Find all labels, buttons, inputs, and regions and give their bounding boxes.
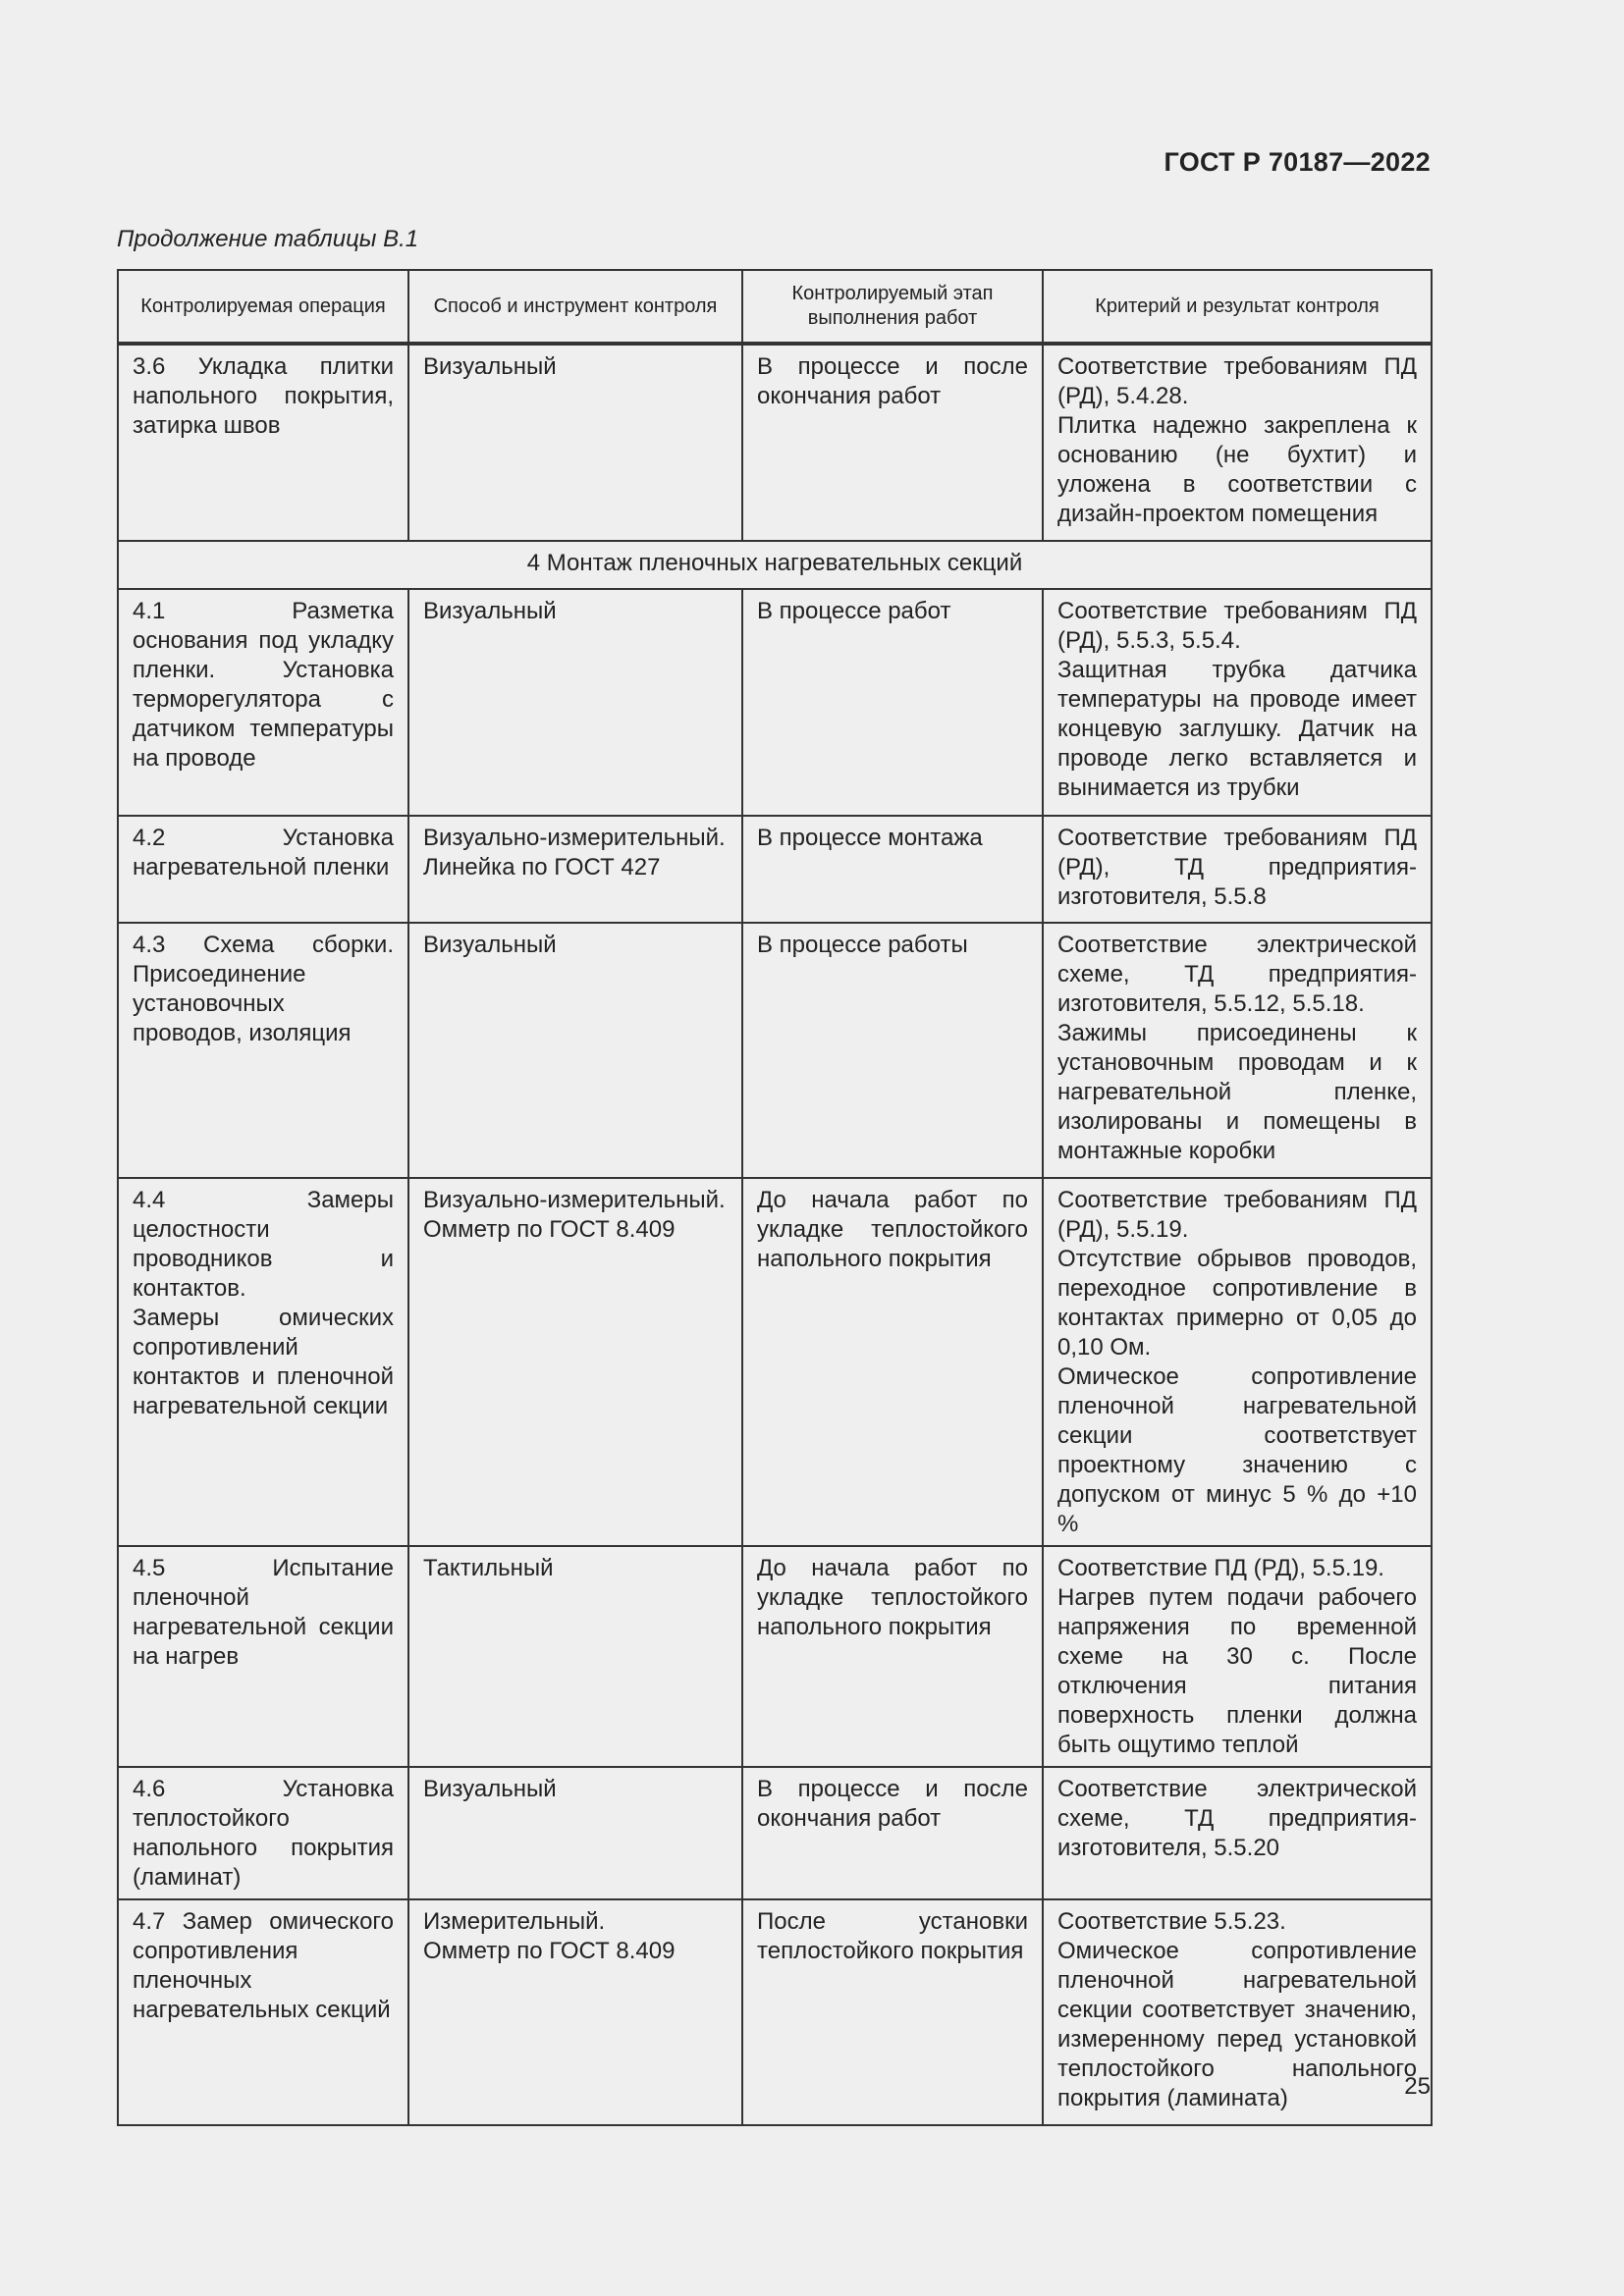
column-header-criteria: Критерий и результат контроля <box>1043 270 1432 344</box>
document-code: ГОСТ Р 70187—2022 <box>1164 147 1431 177</box>
table-row <box>118 1178 1432 1546</box>
table-row <box>118 816 1432 923</box>
stage-cell: В процессе монтажа <box>742 816 1043 923</box>
criteria-line: Зажимы присоединены к установочным проводам и к нагревательной пленке, изолированы и помещены в монтажные коробки <box>1057 1020 1417 1164</box>
table-header-row <box>118 270 1432 344</box>
stage-cell: В процессе работ <box>742 589 1043 816</box>
criteria-line: Соответствие ПД (РД), 5.5.19. <box>1057 1555 1384 1581</box>
method-line: Визуально-измерительный. <box>423 1187 726 1213</box>
criteria-cell <box>1043 1767 1432 1899</box>
method-line: Визуально-измерительный. <box>423 825 726 851</box>
criteria-cell <box>1043 1178 1432 1546</box>
method-cell: Визуальный <box>408 589 742 816</box>
criteria-line: Соответствие требованиям ПД (РД), 5.5.19. <box>1057 1187 1417 1243</box>
section-heading: 4 Монтаж пленочных нагревательных секций <box>118 541 1432 589</box>
operation-cell <box>118 1178 408 1546</box>
criteria-line: Плитка надежно закреплена к основанию (не бухтит) и уложена в соответствии с дизайн-проектом помещения <box>1057 412 1417 527</box>
criteria-cell <box>1043 589 1432 816</box>
method-cell <box>408 816 742 923</box>
table-row <box>118 589 1432 816</box>
table-row <box>118 1767 1432 1899</box>
operation-line: 4.4 Замеры целостности проводников и контактов. <box>133 1187 394 1302</box>
criteria-cell <box>1043 923 1432 1178</box>
stage-cell: До начала работ по укладке теплостойкого напольного покрытия <box>742 1546 1043 1767</box>
method-line: Измерительный. <box>423 1908 606 1935</box>
operation-cell: 4.6 Установка теплостойкого напольного покрытия (ламинат) <box>118 1767 408 1899</box>
section-row <box>118 541 1432 589</box>
method-line: Омметр по ГОСТ 8.409 <box>423 1938 676 1964</box>
criteria-line: Отсутствие обрывов проводов, переходное сопротивление в контактах примерно от 0,05 до 0,10 Ом. <box>1057 1246 1417 1361</box>
criteria-line: Омическое сопротивление пленочной нагревательной секции соответствует значению, измеренному перед установкой теплостойкого напольного покрытия (ламината) <box>1057 1938 1417 2111</box>
operation-cell: 4.5 Испытание пленочной нагревательной секции на нагрев <box>118 1546 408 1767</box>
stage-cell: В процессе работы <box>742 923 1043 1178</box>
table-row <box>118 1546 1432 1767</box>
criteria-line: Соответствие 5.5.23. <box>1057 1908 1286 1935</box>
method-cell <box>408 1899 742 2125</box>
criteria-line: Соответствие электрической схеме, ТД предприятия-изготовителя, 5.5.20 <box>1057 1776 1417 1861</box>
criteria-line: Защитная трубка датчика температуры на проводе имеет концевую заглушку. Датчик на проводе легко вставляется и вынимается из трубки <box>1057 657 1417 801</box>
column-header-operation: Контролируемая операция <box>118 270 408 344</box>
table-row <box>118 1899 1432 2125</box>
criteria-line: Соответствие требованиям ПД (РД), 5.5.3, 5.5.4. <box>1057 598 1417 654</box>
criteria-line: Соответствие требованиям ПД (РД), ТД предприятия-изготовителя, 5.5.8 <box>1057 825 1417 910</box>
operation-cell: 4.3 Схема сборки. Присоединение установочных проводов, изоляция <box>118 923 408 1178</box>
method-line: Омметр по ГОСТ 8.409 <box>423 1216 676 1243</box>
criteria-line: Соответствие электрической схеме, ТД предприятия-изготовителя, 5.5.12, 5.5.18. <box>1057 932 1417 1017</box>
operation-cell: 3.6 Укладка плитки напольного покрытия, затирка швов <box>118 344 408 541</box>
method-cell: Тактильный <box>408 1546 742 1767</box>
operation-cell: 4.7 Замер омического сопротивления пленочных нагревательных секций <box>118 1899 408 2125</box>
method-cell: Визуальный <box>408 1767 742 1899</box>
control-table <box>117 269 1433 2126</box>
criteria-line: Омическое сопротивление пленочной нагревательной секции соответствует проектному значению с допуском от минус 5 % до +10 % <box>1057 1363 1417 1537</box>
stage-cell: До начала работ по укладке теплостойкого напольного покрытия <box>742 1178 1043 1546</box>
criteria-line: Соответствие требованиям ПД (РД), 5.4.28. <box>1057 353 1417 409</box>
column-header-method: Способ и инструмент контроля <box>408 270 742 344</box>
method-cell <box>408 1178 742 1546</box>
criteria-line: Нагрев путем подачи рабочего напряжения по временной схеме на 30 с. После отключения питания поверхность пленки должна быть ощутимо теплой <box>1057 1584 1417 1758</box>
criteria-cell <box>1043 816 1432 923</box>
operation-cell: 4.1 Разметка основания под укладку пленки. Установка терморегулятора с датчиком температуры на проводе <box>118 589 408 816</box>
method-cell: Визуальный <box>408 344 742 541</box>
stage-cell: В процессе и после окончания работ <box>742 1767 1043 1899</box>
table-caption: Продолжение таблицы В.1 <box>117 226 419 252</box>
criteria-cell <box>1043 344 1432 541</box>
table-row <box>118 344 1432 541</box>
operation-cell: 4.2 Установка нагревательной пленки <box>118 816 408 923</box>
stage-cell: В процессе и после окончания работ <box>742 344 1043 541</box>
criteria-cell <box>1043 1899 1432 2125</box>
method-line: Линейка по ГОСТ 427 <box>423 854 661 881</box>
column-header-stage: Контролируемый этап выполнения работ <box>742 270 1043 344</box>
stage-cell: После установки теплостойкого покрытия <box>742 1899 1043 2125</box>
criteria-cell <box>1043 1546 1432 1767</box>
table-row <box>118 923 1432 1178</box>
page-number: 25 <box>1404 2073 1431 2100</box>
method-cell: Визуальный <box>408 923 742 1178</box>
operation-line: Замеры омических сопротивлений контактов и пленочной нагревательной секции <box>133 1305 394 1419</box>
